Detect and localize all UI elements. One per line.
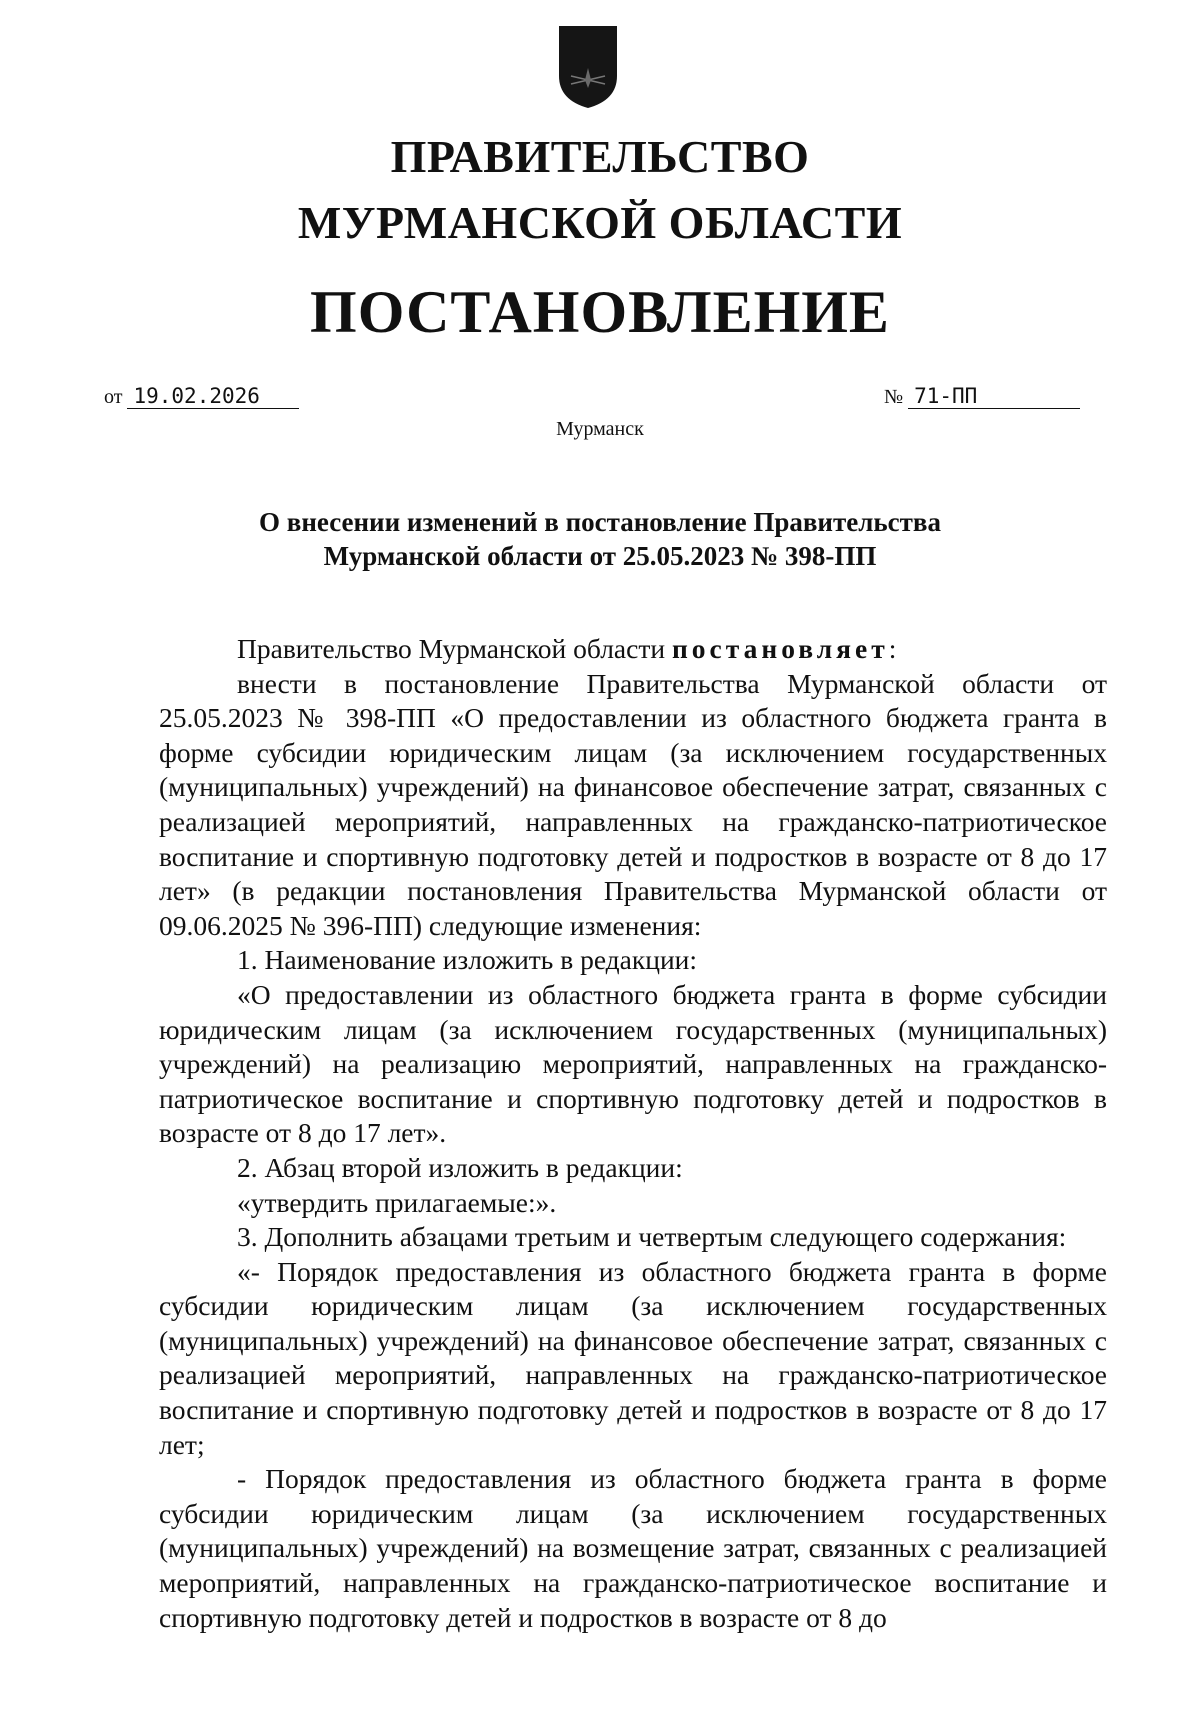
intro-prefix: Правительство Мурманской области — [237, 633, 666, 664]
paragraph-item-1: 1. Наименование изложить в редакции: — [237, 944, 698, 976]
org-name-line2: МУРМАНСКОЙ ОБЛАСТИ — [297, 197, 903, 248]
intro-paragraph — [159, 632, 1107, 667]
number-label: № — [884, 386, 904, 408]
date-line — [104, 384, 299, 409]
intro-spaced-word: постановляет — [671, 633, 889, 664]
title-line1: О внесении изменений в постановление Правительства — [259, 507, 941, 537]
paragraph-item-2: 2. Абзац второй изложить в редакции: — [237, 1151, 683, 1183]
city: Мурманск — [556, 418, 644, 440]
paragraph-main: внести в постановление Правительства Мурманской области от 25.05.2023 № 398-ПП «О предоставлении из областного бюджета гранта в форме субсидии юридическим лицам (за исключением государственных (муниципальных) учреждений) на финансовое обеспечение затрат, связанных с реализацией мероприятий, направленных на гражданско-патриотическое воспитание и спортивную подготовку детей и подростков в возрасте от 8 до 17 лет» (в редакции постановления Правительства Мурманской области от 09.06.2025 № 396-ПП) следующие изменения: — [159, 667, 1107, 941]
date-label: от — [104, 386, 123, 408]
document-type: ПОСТАНОВЛЕНИЕ — [310, 279, 890, 345]
number-line — [884, 384, 1080, 409]
paragraph-item-3: 3. Дополнить абзацами третьим и четвертым следующего содержания: — [237, 1221, 1067, 1253]
document-body — [159, 632, 1107, 1635]
intro-suffix: : — [888, 633, 897, 664]
document-title — [150, 505, 1050, 573]
paragraph-item-3-text-b: - Порядок предоставления из областного бюджета гранта в форме субсидии юридическим лицам (за исключением государственных (муниципальных) учреждений) на возмещение затрат, связанных с реализацией мероприятий, направленных на гражданско-патриотическое воспитание и спортивную подготовку детей и подростков в возрасте от 8 до — [159, 1463, 1107, 1633]
paragraph-item-2-text: «утвердить прилагаемые:». — [237, 1186, 557, 1218]
paragraph-item-1-text: «О предоставлении из областного бюджета гранта в форме субсидии юридическим лицам (за исключением государственных (муниципальных) учреждений) на реализацию мероприятий, направленных на гражданско-патриотическое воспитание и спортивную подготовку детей и подростков в возрасте от 8 до 17 лет». — [159, 978, 1107, 1149]
org-name-line1: ПРАВИТЕЛЬСТВО — [390, 131, 810, 182]
title-line2: Мурманской области от 25.05.2023 № 398-ПП — [323, 541, 877, 571]
paragraph-item-3-text-a: «- Порядок предоставления из областного бюджета гранта в форме субсидии юридическим лицам (за исключением государственных (муниципальных) учреждений) на финансовое обеспечение затрат, связанных с реализацией мероприятий, направленных на гражданско-патриотическое воспитание и спортивную подготовку детей и подростков в возрасте от 8 до 17 лет; — [159, 1255, 1107, 1460]
number-value: 71-ПП — [908, 384, 1080, 409]
coat-of-arms-icon — [555, 24, 621, 110]
date-value: 19.02.2026 — [127, 384, 299, 409]
